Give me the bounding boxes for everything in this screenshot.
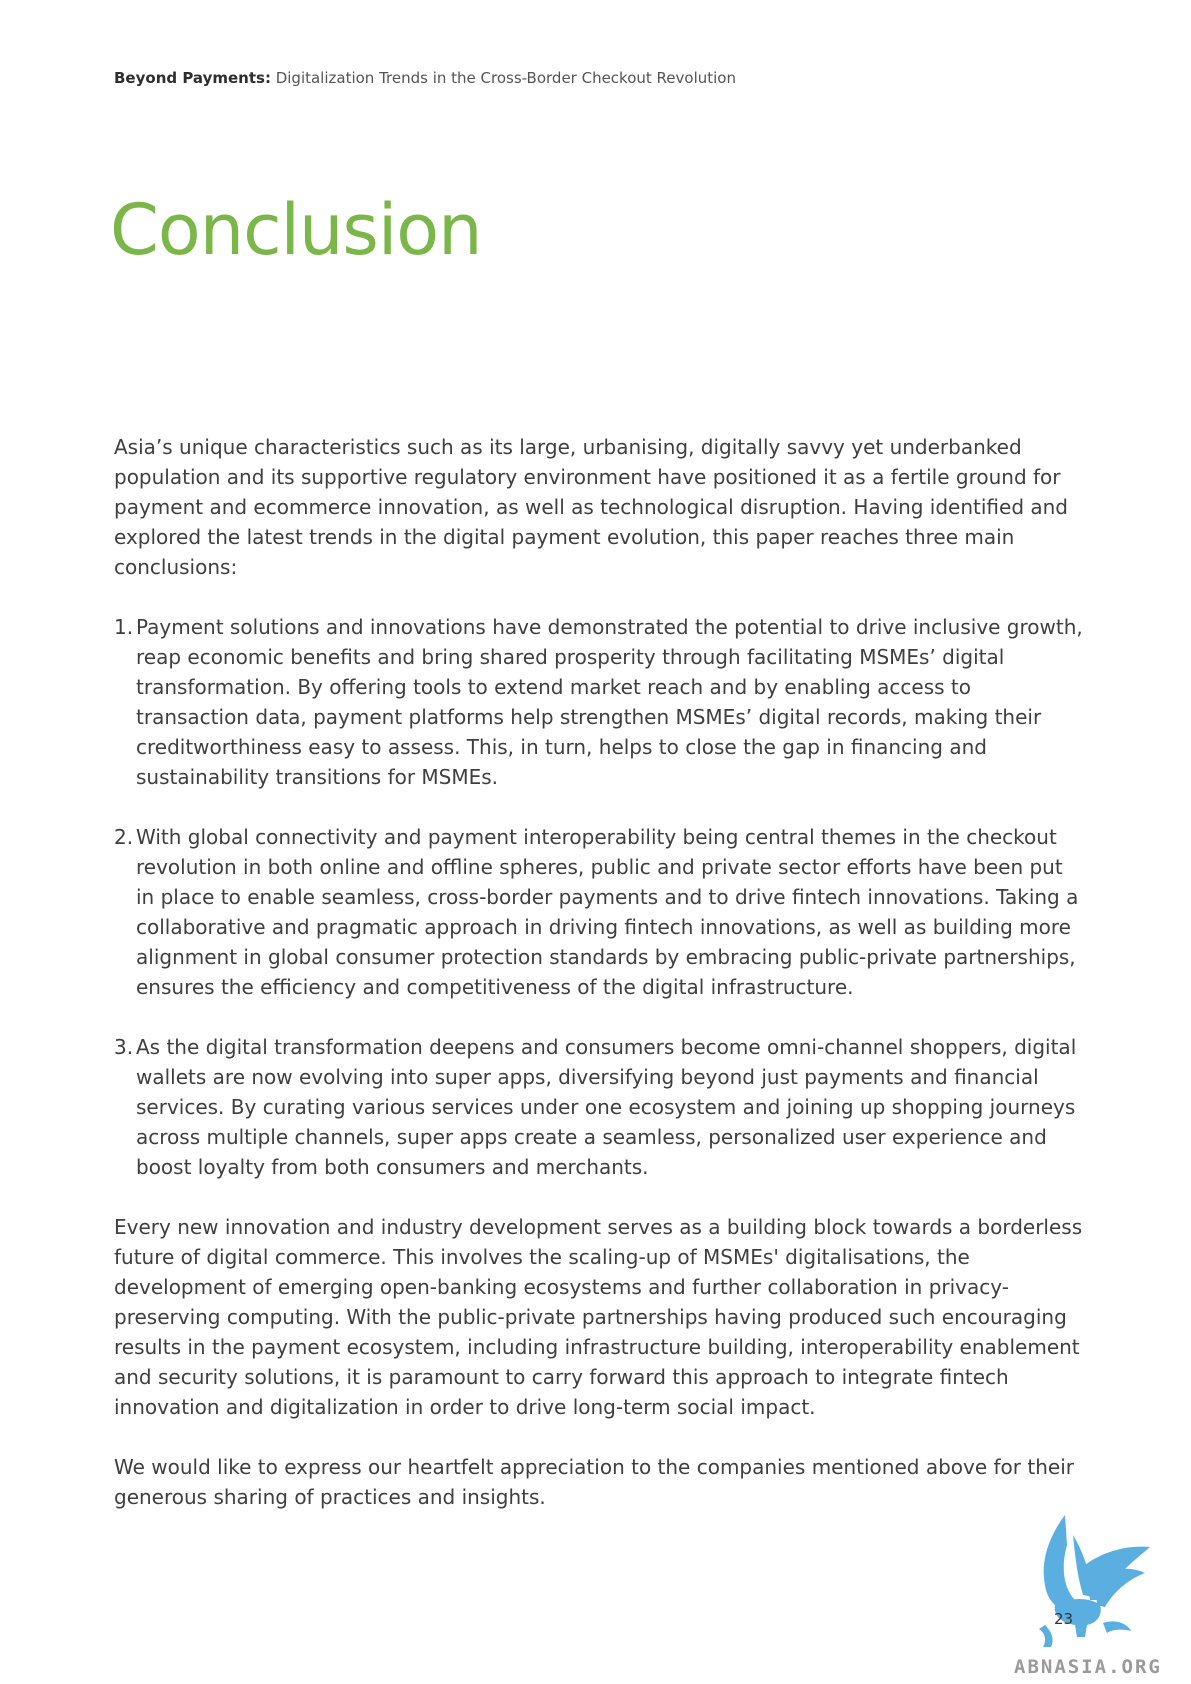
griffin-logo-icon xyxy=(1015,1505,1155,1655)
acknowledgement-paragraph: We would like to express our heartfelt appreciation to the companies mentioned above for their generous sharing of practices and insights. xyxy=(114,1455,1074,1509)
conclusion-text: As the digital transformation deepens and consumers become omni-channel shoppers, digital wallets are now evolving into super apps, diversifying beyond just payments and financial services. By curating various services under one ecosystem and joining up shopping journeys across multiple channels, super apps create a seamless, personalized user experience and boost loyalty from both consumers and merchants. xyxy=(136,1035,1077,1179)
conclusion-number: 2. xyxy=(114,825,134,849)
page-number: 23 xyxy=(1054,1610,1074,1628)
conclusion-item xyxy=(114,1032,1084,1182)
conclusion-text: With global connectivity and payment interoperability being central themes in the checkout revolution in both online and offline spheres, public and private sector efforts have been put in place to enable seamless, cross-border payments and to drive fintech innovations. Taking a collaborative and pragmatic approach in driving fintech innovations, as well as building more alignment in global consumer protection standards by embracing public-private partnerships, ensures the efficiency and competitiveness of the digital infrastructure. xyxy=(136,825,1079,999)
watermark-text: ABNASIA.ORG xyxy=(1014,1656,1162,1678)
intro-paragraph: Asia’s unique characteristics such as its large, urbanising, digitally savvy yet underbanked population and its supportive regulatory environment have positioned it as a fertile ground for payment and ecommerce innovation, as well as technological disruption. Having identified and explored the latest trends in the digital payment evolution, this paper reaches three main conclusions: xyxy=(114,435,1069,579)
header-bold-title: Beyond Payments: xyxy=(114,69,271,87)
conclusions-list xyxy=(114,612,1084,1182)
page-title: Conclusion xyxy=(110,189,482,271)
header-subtitle: Digitalization Trends in the Cross-Border Checkout Revolution xyxy=(270,69,736,87)
conclusion-item xyxy=(114,612,1084,792)
conclusion-item xyxy=(114,822,1084,1002)
conclusion-number: 1. xyxy=(114,615,134,639)
conclusion-number: 3. xyxy=(114,1035,134,1059)
body-text xyxy=(114,432,1084,1542)
running-header xyxy=(114,69,736,87)
conclusion-text: Payment solutions and innovations have demonstrated the potential to drive inclusive growth, reap economic benefits and bring shared prosperity through facilitating MSMEs’ digital transformation. By offering tools to extend market reach and by enabling access to transaction data, payment platforms help strengthen MSMEs’ digital records, making their creditworthiness easy to assess. This, in turn, helps to close the gap in financing and sustainability transitions for MSMEs. xyxy=(136,615,1083,789)
closing-paragraph: Every new innovation and industry development serves as a building block towards a borderless future of digital commerce. This involves the scaling-up of MSMEs' digitalisations, the development of emerging open-banking ecosystems and further collaboration in privacy-preserving computing. With the public-private partnerships having produced such encouraging results in the payment ecosystem, including infrastructure building, interoperability enablement and security solutions, it is paramount to carry forward this approach to integrate fintech innovation and digitalization in order to drive long-term social impact. xyxy=(114,1215,1083,1419)
